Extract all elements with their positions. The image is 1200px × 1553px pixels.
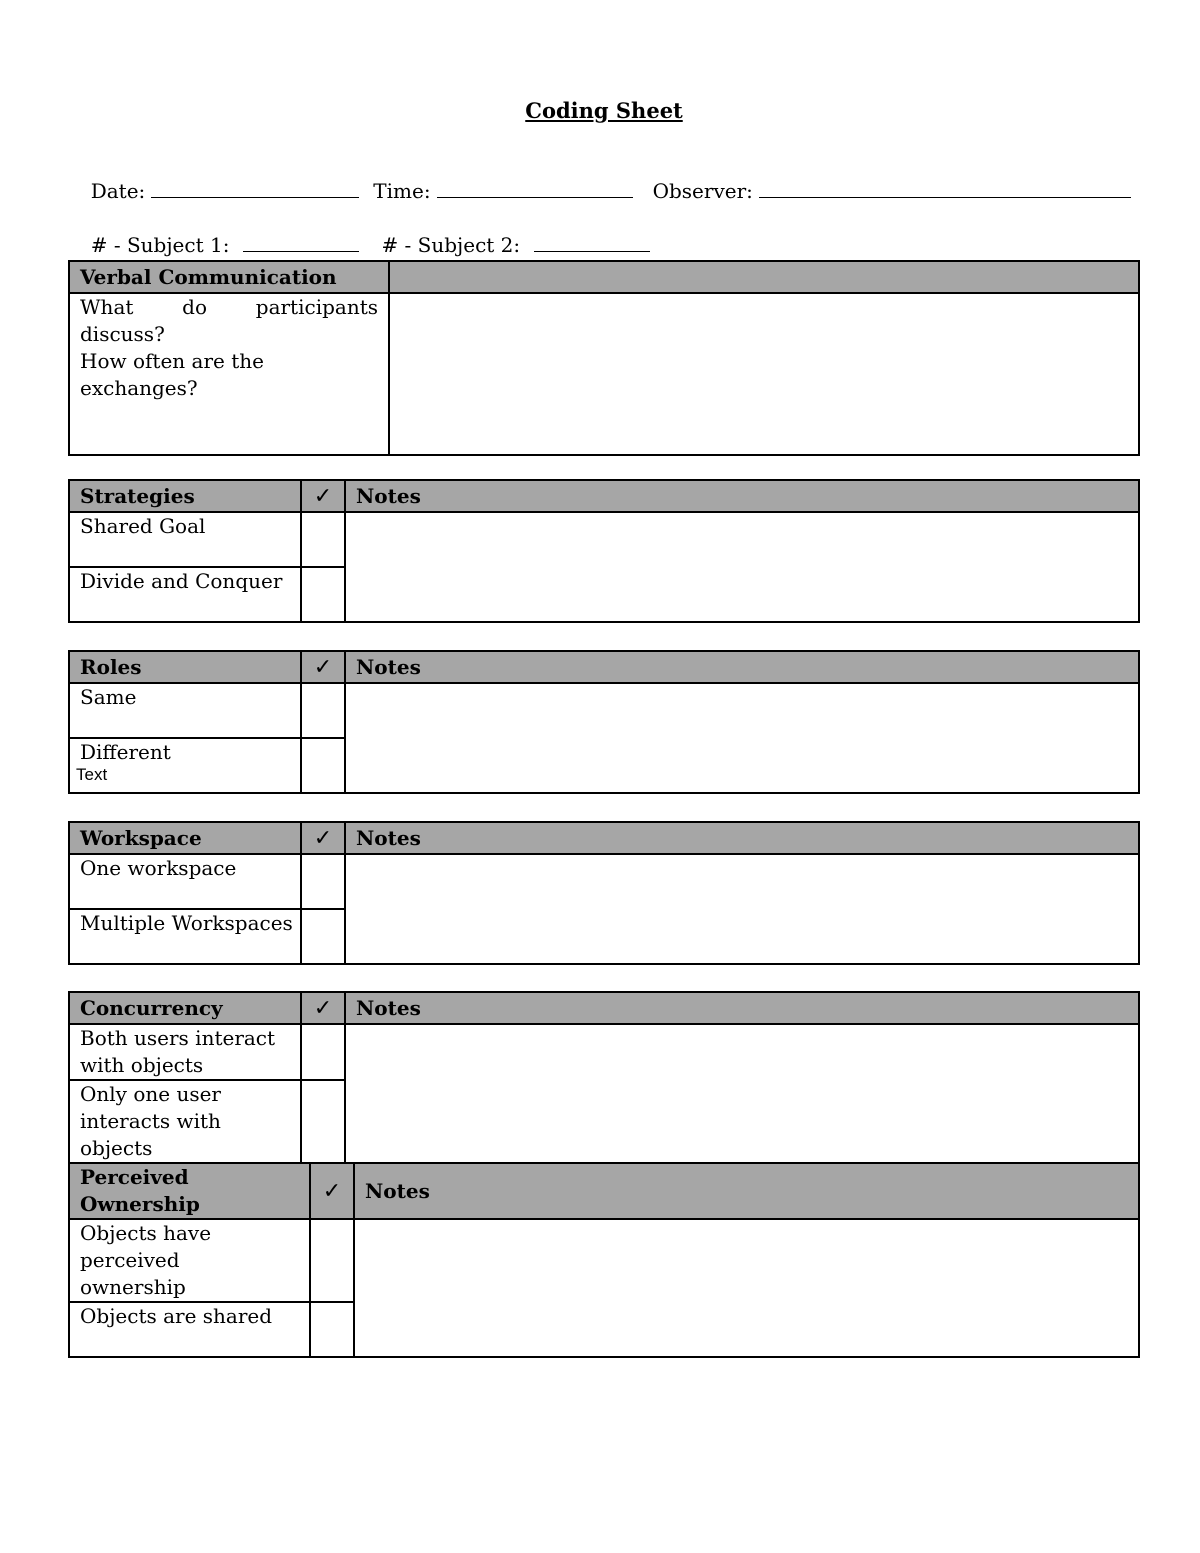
concurrency-row-label: Both users interact with objects [69, 1024, 301, 1080]
check-icon: ✓ [310, 1163, 354, 1219]
notes-header: Notes [354, 1163, 1139, 1219]
ownership-row-label: Objects are shared [69, 1302, 310, 1357]
notes-header: Notes [345, 822, 1139, 854]
page-title: Coding Sheet [525, 98, 683, 123]
verbal-communication-table [68, 260, 1140, 456]
time-label: Time: [373, 179, 431, 203]
strategy-row-label: Divide and Conquer [69, 567, 301, 622]
verbal-prompt-line2: How often are the exchanges? [80, 349, 264, 400]
concurrency-checkbox[interactable] [301, 1080, 345, 1163]
role-row-extra-text: Text [76, 765, 108, 784]
concurrency-checkbox[interactable] [301, 1024, 345, 1080]
workspace-checkbox[interactable] [301, 909, 345, 964]
ownership-header: Perceived Ownership [69, 1163, 310, 1219]
ownership-table [68, 1162, 1140, 1358]
verbal-header: Verbal Communication [69, 261, 389, 293]
verbal-prompt-line1: What do participants discuss? [80, 295, 378, 346]
header-row-2 [78, 207, 650, 257]
check-icon: ✓ [301, 822, 345, 854]
ownership-checkbox[interactable] [310, 1302, 354, 1357]
time-field[interactable] [437, 177, 633, 198]
role-row-label [69, 738, 301, 793]
workspace-row-label: Multiple Workspaces [69, 909, 301, 964]
notes-header: Notes [345, 992, 1139, 1024]
concurrency-table [68, 991, 1140, 1164]
role-checkbox[interactable] [301, 738, 345, 793]
check-icon: ✓ [301, 480, 345, 512]
verbal-prompt [69, 293, 389, 455]
workspace-row-label: One workspace [69, 854, 301, 909]
verbal-notes-area[interactable] [389, 293, 1139, 455]
date-label: Date: [90, 179, 146, 203]
workspace-checkbox[interactable] [301, 854, 345, 909]
subject1-field[interactable] [243, 231, 359, 252]
workspace-notes-area[interactable] [345, 854, 1139, 964]
strategy-checkbox[interactable] [301, 512, 345, 567]
observer-field[interactable] [759, 177, 1131, 198]
check-icon: ✓ [301, 651, 345, 683]
ownership-checkbox[interactable] [310, 1219, 354, 1302]
roles-header: Roles [69, 651, 301, 683]
strategies-header: Strategies [69, 480, 301, 512]
strategy-checkbox[interactable] [301, 567, 345, 622]
ownership-row-label: Objects have perceived ownership [69, 1219, 310, 1302]
strategies-notes-area[interactable] [345, 512, 1139, 622]
role-row-text: Different [80, 740, 171, 764]
workspace-header: Workspace [69, 822, 301, 854]
ownership-notes-area[interactable] [354, 1219, 1139, 1357]
workspace-table [68, 821, 1140, 965]
role-checkbox[interactable] [301, 683, 345, 738]
subject2-label: # - Subject 2: [381, 233, 521, 257]
strategies-table [68, 479, 1140, 623]
concurrency-header: Concurrency [69, 992, 301, 1024]
subject2-field[interactable] [534, 231, 650, 252]
roles-notes-area[interactable] [345, 683, 1139, 793]
observer-label: Observer: [652, 179, 753, 203]
subject1-label: # - Subject 1: [90, 233, 230, 257]
date-field[interactable] [151, 177, 359, 198]
header-row-1 [78, 153, 1131, 203]
roles-table [68, 650, 1140, 794]
role-row-label: Same [69, 683, 301, 738]
verbal-header-blank [389, 261, 1139, 293]
strategy-row-label: Shared Goal [69, 512, 301, 567]
concurrency-notes-area[interactable] [345, 1024, 1139, 1163]
concurrency-row-label: Only one user interacts with objects [69, 1080, 301, 1163]
notes-header: Notes [345, 651, 1139, 683]
notes-header: Notes [345, 480, 1139, 512]
check-icon: ✓ [301, 992, 345, 1024]
